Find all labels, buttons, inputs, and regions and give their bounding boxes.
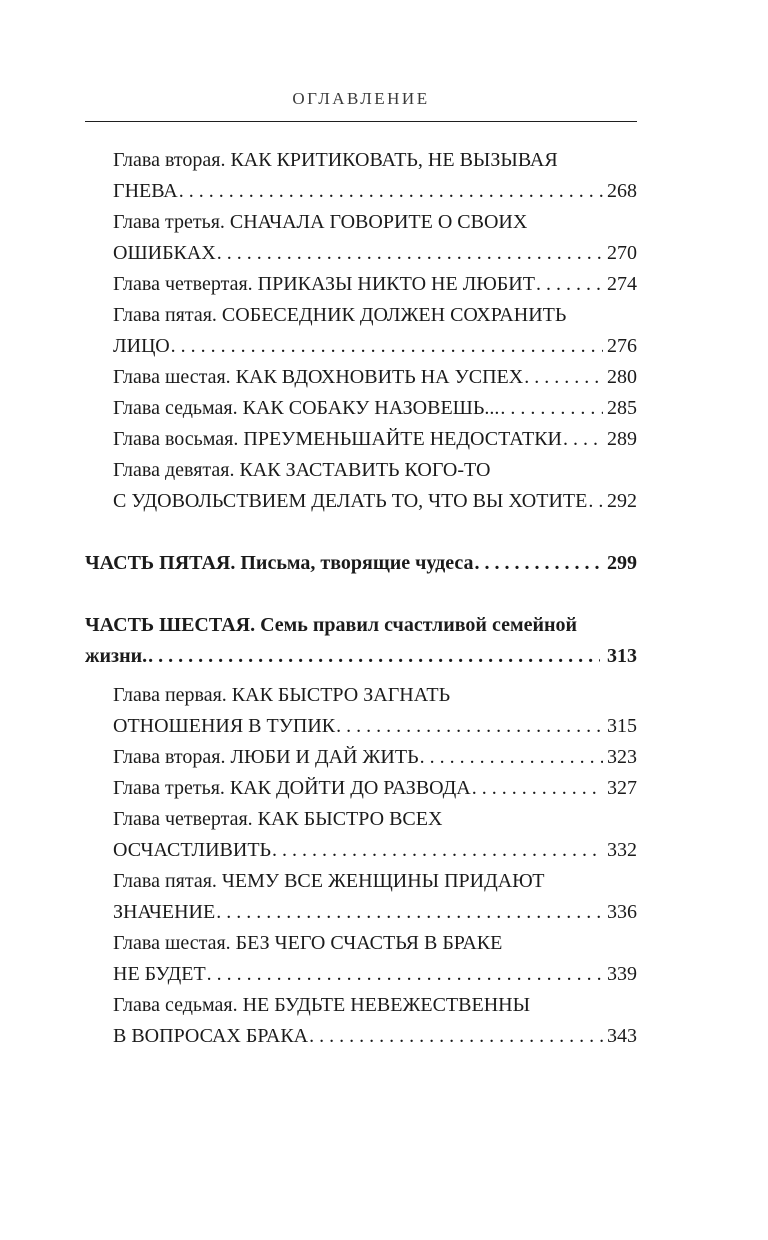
toc-entry-text: Глава первая. КАК БЫСТРО ЗАГНАТЬ bbox=[113, 684, 451, 706]
toc-entry-line bbox=[85, 486, 637, 517]
dot-leader bbox=[500, 393, 603, 424]
dot-leader bbox=[216, 897, 603, 928]
dot-leader bbox=[171, 331, 603, 362]
toc-entry-text: Глава восьмая. ПРЕУМЕНЬШАЙТЕ НЕДОСТАТКИ bbox=[113, 428, 562, 450]
toc-entry-text: НЕ БУДЕТ bbox=[113, 963, 206, 985]
toc-entry-line bbox=[85, 990, 637, 1021]
dot-leader bbox=[420, 742, 603, 773]
toc-chapter-entry bbox=[85, 990, 637, 1052]
toc-entry-text: ЧАСТЬ ПЯТАЯ. Письма, творящие чудеса bbox=[85, 552, 474, 574]
toc-page-number: 276 bbox=[607, 335, 637, 357]
dot-leader bbox=[524, 362, 603, 393]
toc-entry-line bbox=[85, 362, 637, 393]
toc-entry-line bbox=[85, 1021, 637, 1052]
dot-leader bbox=[148, 641, 600, 672]
toc-entry-line bbox=[85, 455, 637, 486]
toc-entry-text: жизни. bbox=[85, 645, 148, 667]
toc-entry-text: Глава седьмая. КАК СОБАКУ НАЗОВЕШЬ... bbox=[113, 397, 500, 419]
dot-leader bbox=[179, 176, 603, 207]
toc-chapter-entry bbox=[85, 362, 637, 393]
toc-entry-text: Глава шестая. БЕЗ ЧЕГО СЧАСТЬЯ В БРАКЕ bbox=[113, 932, 503, 954]
toc-chapter-entry bbox=[85, 269, 637, 300]
toc-entry-text: ОТНОШЕНИЯ В ТУПИК bbox=[113, 715, 336, 737]
dot-leader bbox=[472, 773, 603, 804]
toc-page-number: 339 bbox=[607, 963, 637, 985]
toc-page-number: 332 bbox=[607, 839, 637, 861]
toc-entry-line bbox=[85, 866, 637, 897]
toc-entry-line bbox=[85, 835, 637, 866]
dot-leader bbox=[588, 486, 603, 517]
toc-entry-text: ОСЧАСТЛИВИТЬ bbox=[113, 839, 272, 861]
dot-leader bbox=[309, 1021, 603, 1052]
toc-list bbox=[85, 122, 637, 1052]
toc-page-number: 299 bbox=[607, 552, 637, 574]
toc-entry-line bbox=[85, 610, 637, 641]
toc-page-number: 292 bbox=[607, 490, 637, 512]
toc-entry-line bbox=[85, 176, 637, 207]
toc-page-number: 323 bbox=[607, 746, 637, 768]
toc-page-number: 280 bbox=[607, 366, 637, 388]
toc-chapter-entry bbox=[85, 804, 637, 866]
toc-chapter-entry bbox=[85, 866, 637, 928]
toc-entry-text: Глава третья. КАК ДОЙТИ ДО РАЗВОДА bbox=[113, 777, 471, 799]
toc-entry-line bbox=[85, 773, 637, 804]
toc-page-number: 327 bbox=[607, 777, 637, 799]
toc-chapter-entry bbox=[85, 455, 637, 517]
toc-entry-line bbox=[85, 804, 637, 835]
toc-entry-line bbox=[85, 331, 637, 362]
page-title: ОГЛАВЛЕНИЕ bbox=[292, 89, 430, 108]
toc-page-number: 274 bbox=[607, 273, 637, 295]
toc-entry-text: ЧАСТЬ ШЕСТАЯ. Семь правил счастливой семейной bbox=[85, 614, 578, 636]
toc-entry-text: С УДОВОЛЬСТВИЕМ ДЕЛАТЬ ТО, ЧТО ВЫ ХОТИТЕ bbox=[113, 490, 588, 512]
toc-entry-line bbox=[85, 897, 637, 928]
toc-entry-line bbox=[85, 145, 637, 176]
toc-chapter-entry bbox=[85, 424, 637, 455]
toc-chapter-entry bbox=[85, 680, 637, 742]
toc-chapter-entry bbox=[85, 145, 637, 207]
dot-leader bbox=[207, 959, 603, 990]
toc-entry-line bbox=[85, 238, 637, 269]
toc-entry-line bbox=[85, 548, 637, 579]
toc-entry-line bbox=[85, 680, 637, 711]
toc-chapter-entry bbox=[85, 207, 637, 269]
toc-chapter-entry bbox=[85, 928, 637, 990]
toc-entry-text: Глава четвертая. КАК БЫСТРО ВСЕХ bbox=[113, 808, 443, 830]
toc-entry-text: Глава пятая. ЧЕМУ ВСЕ ЖЕНЩИНЫ ПРИДАЮТ bbox=[113, 870, 545, 892]
toc-page-number: 289 bbox=[607, 428, 637, 450]
page-content bbox=[85, 0, 637, 1052]
toc-entry-line bbox=[85, 424, 637, 455]
dot-leader bbox=[563, 424, 603, 455]
toc-entry-text: Глава пятая. СОБЕСЕДНИК ДОЛЖЕН СОХРАНИТЬ bbox=[113, 304, 567, 326]
toc-entry-text: Глава четвертая. ПРИКАЗЫ НИКТО НЕ ЛЮБИТ bbox=[113, 273, 535, 295]
toc-entry-text: ОШИБКАХ bbox=[113, 242, 216, 264]
toc-entry-line bbox=[85, 711, 637, 742]
toc-chapter-entry bbox=[85, 393, 637, 424]
toc-part-entry bbox=[85, 610, 637, 672]
toc-entry-text: Глава вторая. ЛЮБИ И ДАЙ ЖИТЬ bbox=[113, 746, 419, 768]
toc-entry-line bbox=[85, 742, 637, 773]
toc-entry-text: Глава вторая. КАК КРИТИКОВАТЬ, НЕ ВЫЗЫВАЯ bbox=[113, 149, 558, 171]
dot-leader bbox=[217, 238, 603, 269]
toc-chapter-entry bbox=[85, 773, 637, 804]
toc-entry-text: Глава седьмая. НЕ БУДЬТЕ НЕВЕЖЕСТВЕННЫ bbox=[113, 994, 531, 1016]
toc-entry-line bbox=[85, 641, 637, 672]
toc-entry-line bbox=[85, 207, 637, 238]
dot-leader bbox=[474, 548, 600, 579]
toc-entry-text: Глава шестая. КАК ВДОХНОВИТЬ НА УСПЕХ bbox=[113, 366, 524, 388]
dot-leader bbox=[536, 269, 603, 300]
toc-page-number: 315 bbox=[607, 715, 637, 737]
toc-page-number: 313 bbox=[607, 645, 637, 667]
toc-entry-text: ЗНАЧЕНИЕ bbox=[113, 901, 216, 923]
toc-entry-line bbox=[85, 393, 637, 424]
toc-page-number: 270 bbox=[607, 242, 637, 264]
toc-entry-text: Глава третья. СНАЧАЛА ГОВОРИТЕ О СВОИХ bbox=[113, 211, 528, 233]
toc-entry-line bbox=[85, 928, 637, 959]
toc-entry-line bbox=[85, 959, 637, 990]
toc-entry-text: ГНЕВА bbox=[113, 180, 178, 202]
toc-page-number: 268 bbox=[607, 180, 637, 202]
toc-chapter-entry bbox=[85, 300, 637, 362]
dot-leader bbox=[336, 711, 603, 742]
toc-entry-text: Глава девятая. КАК ЗАСТАВИТЬ КОГО-ТО bbox=[113, 459, 491, 481]
toc-page-number: 336 bbox=[607, 901, 637, 923]
toc-page-number: 285 bbox=[607, 397, 637, 419]
toc-entry-line bbox=[85, 300, 637, 331]
toc-chapter-entry bbox=[85, 742, 637, 773]
toc-entry-line bbox=[85, 269, 637, 300]
toc-part-entry bbox=[85, 548, 637, 579]
toc-entry-text: В ВОПРОСАХ БРАКА bbox=[113, 1025, 309, 1047]
dot-leader bbox=[272, 835, 603, 866]
toc-entry-text: ЛИЦО bbox=[113, 335, 170, 357]
toc-page-number: 343 bbox=[607, 1025, 637, 1047]
